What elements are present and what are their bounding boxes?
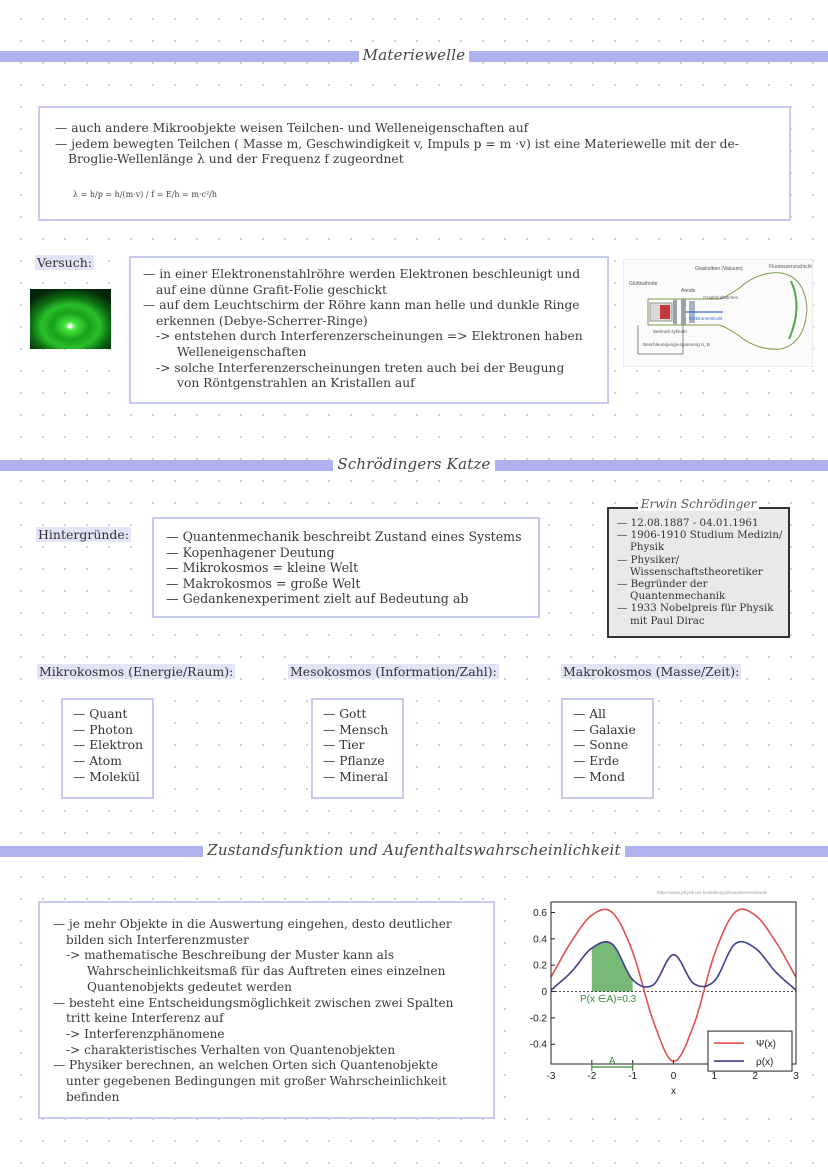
probability-annotation: P(x ∈A)=0.3 [580,994,637,1006]
intro-line: Broglie-Wellenlänge λ und der Frequenz f zugeordnet [68,152,404,167]
tube-label-fluoreszenz: Fluoreszenzschicht [769,264,812,270]
versuch-line: -> entstehen durch Interferenzerscheinungen => Elektronen haben [156,329,583,344]
list-item: — Atom [73,754,122,769]
zustand-line: -> charakteristisches Verhalten von Quantenobjekten [66,1042,396,1057]
bio-line: — 1933 Nobelpreis für Physik [617,602,774,615]
tube-label-spannung: Beschleunigungs-spannung U_B [643,342,710,347]
legend-box [708,1031,792,1071]
diffraction-pattern-image [30,289,111,349]
list-item: — Mensch [323,722,389,737]
list-item: — Gott [323,707,367,721]
list-item: — Erde [573,754,620,769]
legend-entry: ρ(x) [756,1057,774,1069]
section-title-materiewelle: Materiewelle [0,46,828,64]
y-tick-label: 0 [541,987,547,999]
intro-box [38,106,791,221]
debroglie-formula: λ = h/p = h/(m·v) / f = E/h = m·c²/h [73,190,218,199]
zustand-line: befinden [66,1089,120,1104]
x-tick-label: -2 [587,1071,597,1082]
bio-line: mit Paul Dirac [630,614,705,627]
zustand-line: unter gegebenen Bedingungen mit großer Wahrscheinlichkeit [66,1074,447,1089]
hintergrund-line: — Quantenmechanik beschreibt Zustand eines Systems [166,529,522,544]
x-tick-label: -1 [628,1071,638,1082]
bio-line: Wissenschaftstheoretiker [630,565,763,578]
versuch-label: Versuch: [37,255,92,270]
versuch-line: — in einer Elektronenstahlröhre werden Elektronen beschleunigt und [143,267,581,281]
list-item: — Galaxie [573,722,636,737]
makrokosmos-list [561,698,654,799]
x-tick-label: -3 [546,1071,556,1082]
y-tick-label: -0.4 [529,1039,547,1051]
list-item: — Mineral [323,769,389,784]
intro-line: — auch andere Mikroobjekte weisen Teilchen- und Welleneigenschaften auf [55,121,529,135]
zustand-line: tritt keine Interferenz auf [66,1011,224,1026]
versuch-box [129,256,609,404]
section-title-schroedinger: Schrödingers Katze [0,455,828,473]
list-item: — Photon [73,722,134,737]
zustand-line: — je mehr Objekte in die Auswertung eingehen, desto deutlicher [53,917,452,931]
y-tick-label: -0.2 [529,1013,547,1025]
bio-line: — 12.08.1887 - 04.01.1961 [617,517,759,529]
wavefunction-chart [522,888,812,1108]
list-item: — All [573,707,606,721]
bio-line: Quantenmechanik [630,590,726,603]
versuch-line: Welleneigenschaften [177,344,307,359]
hintergrund-line: — Gedankenexperiment zielt auf Bedeutung ab [166,591,469,607]
zustand-line: bilden sich Interferenzmuster [66,932,249,947]
intro-line: — jedem bewegten Teilchen ( Masse m, Geschwindigkeit v, Impuls p = m ·v) ist eine Materiewelle mit der de- [55,136,739,151]
hintergrund-line: — Makrokosmos = große Welt [166,575,361,591]
mikrokosmos-heading: Mikrokosmos (Energie/Raum): [39,664,234,679]
tube-label-glaskolben: Glaskolben (Vakuum) [695,266,743,272]
bio-line: — Physiker/ [617,553,680,566]
zustand-line: -> mathematische Beschreibung der Muster kann als [66,948,395,963]
list-item: — Quant [73,707,128,721]
chart-source-note: https://www.physik.uni-heidelberg.de/quantenmechanik [657,890,767,895]
tube-label-wehnelt: Wehnelt-zylinder [653,329,688,334]
list-item: — Sonne [573,738,629,753]
mesokosmos-heading: Mesokosmos (Information/Zahl): [290,664,497,679]
versuch-line: — auf dem Leuchtschirm der Röhre kann man helle und dunkle Ringe [143,298,580,313]
zustand-line: — Physiker berechnen, an welchen Orten sich Quantenobjekte [53,1058,438,1073]
zustand-line: Wahrscheinlichkeitsmaß für das Auftreten eines einzelnen [87,964,446,979]
versuch-line: erkennen (Debye-Scherrer-Ringe) [156,313,368,328]
electron-tube-diagram [623,259,813,367]
x-tick-label: 2 [752,1071,758,1082]
card-title: Erwin Schrödinger [609,498,788,510]
legend-entry: Ψ(x) [756,1039,777,1051]
list-item: — Molekül [73,769,140,784]
versuch-line: -> solche Interferenzerscheinungen treten auch bei der Beugung [156,360,565,375]
zustand-line: — besteht eine Entscheidungsmöglichkeit zwischen zwei Spalten [53,995,454,1010]
versuch-line: von Röntgenstrahlen an Kristallen auf [177,376,415,391]
y-tick-label: 0.2 [533,960,547,972]
y-tick-label: 0.6 [533,908,547,920]
tube-label-graphit: Graphit-plättchen [703,295,739,300]
x-tick-label: 3 [793,1071,799,1082]
hintergrund-line: — Kopenhagener Deutung [166,544,335,560]
zustand-line: Quantenobjekts gedeutet werden [87,979,292,994]
list-item: — Pflanze [323,754,385,769]
bio-line: — Begründer der [617,578,708,591]
section-title-zustandsfunktion: Zustandsfunktion und Aufenthaltswahrscheinlichkeit [0,841,828,859]
hintergruende-box [152,517,540,618]
tube-label-gluhkathode: Glühkathode [629,281,658,287]
tube-label-anode: Anode [681,288,696,294]
list-item: — Tier [323,738,365,753]
mesokosmos-list [311,698,404,799]
bio-line: — 1906-1910 Studium Medizin/ [617,529,783,542]
makrokosmos-heading: Makrokosmos (Masse/Zeit): [563,664,740,679]
x-tick-label: 1 [711,1071,718,1082]
x-tick-label: 0 [670,1071,677,1082]
y-tick-label: 0.4 [533,934,547,946]
versuch-line: auf eine dünne Grafit-Folie geschickt [156,282,387,297]
x-axis-label: x [671,1086,676,1097]
list-item: — Mond [573,769,625,784]
bio-line: Physik [630,541,665,554]
zustand-box [38,901,495,1119]
mikrokosmos-list [61,698,154,799]
interval-label: A [608,1056,616,1067]
schroedinger-bio-card [607,497,790,638]
hintergruende-label: Hintergründe: [38,527,130,542]
tube-label-elektronen: Elektronenstrahl [689,316,723,321]
hintergrund-line: — Mikrokosmos = kleine Welt [166,560,359,576]
list-item: — Elektron [73,738,143,753]
zustand-line: -> Interferenzphänomene [66,1026,225,1041]
